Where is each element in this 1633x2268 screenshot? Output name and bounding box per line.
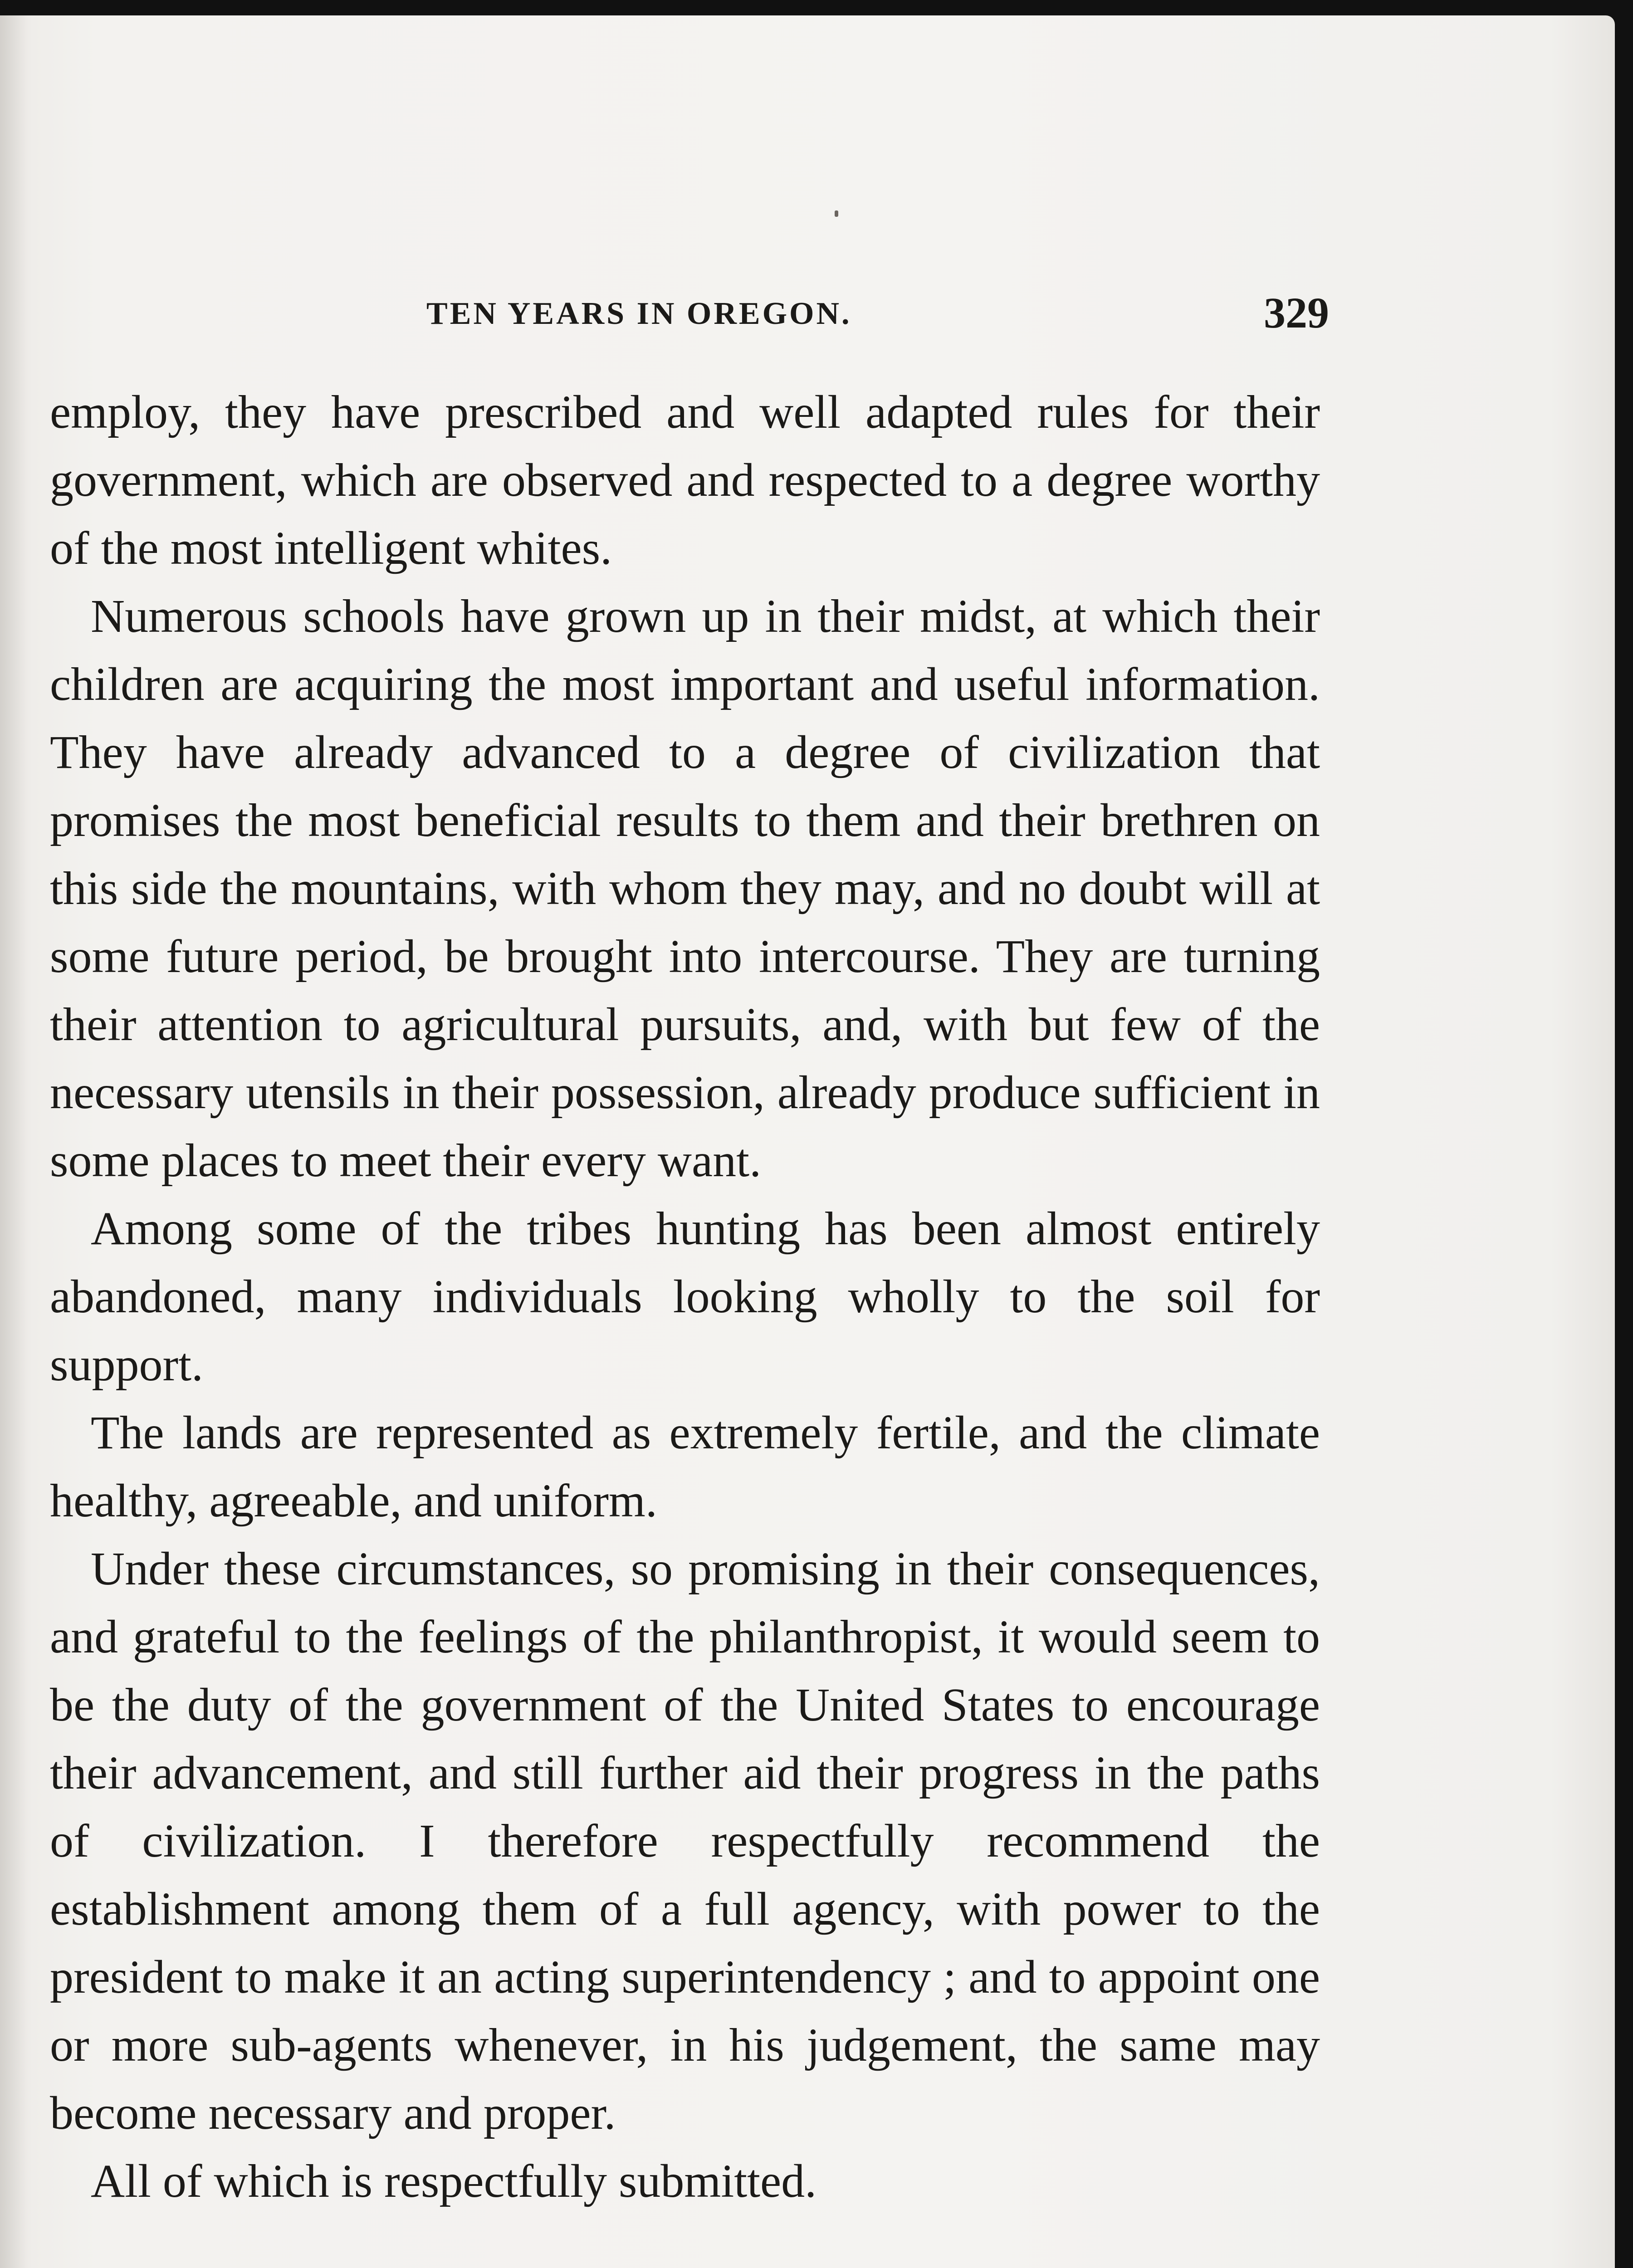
page-header xyxy=(426,288,1329,337)
paragraph-schools: Numerous schools have grown up in their midst, at which their children are acquiring the most important and useful information. They have already advanced to a degree of civilization that promises the most beneficial results to them and their brethren on this side the mountains, with whom they may, and no doubt will at some future period, be brought into intercourse. They are turning their attention to agricultural pursuits, and, with but few of the necessary utensils in their possession, already produce sufficient in some places to meet their every want. xyxy=(50,590,1320,1187)
paragraph-closing: All of which is respectfully submitted. xyxy=(91,2155,817,2207)
page-number: 329 xyxy=(1264,288,1329,337)
paragraph-lands: The lands are represented as extremely fertile, and the climate healthy, agreeable, and uniform. xyxy=(50,1407,1320,1527)
running-head: TEN YEARS IN OREGON. xyxy=(426,296,852,331)
paragraph-continuation: employ, they have prescribed and well adapted rules for their government, which are observed and respected to a degree worthy of the most intelligent whites. xyxy=(50,386,1320,574)
book-page xyxy=(0,15,1615,2268)
paragraph-recommendation: Under these circumstances, so promising in their consequences, and grateful to the feelings of the philanthropist, it would seem to be the duty of the government of the United States to encourage their advancement, and still further aid their progress in the paths of civilization. I therefore respectfully recommend the establishment among them of a full agency, with power to the president to make it an acting superintendency ; and to appoint one or more sub-agents whenever, in his judgement, the same may become necessary and proper. xyxy=(50,1543,1320,2139)
body-text xyxy=(50,378,1320,2215)
paragraph-hunting: Among some of the tribes hunting has been almost entirely abandoned, many individuals looking wholly to the soil for support. xyxy=(50,1202,1320,1391)
paper-speck xyxy=(835,210,838,217)
